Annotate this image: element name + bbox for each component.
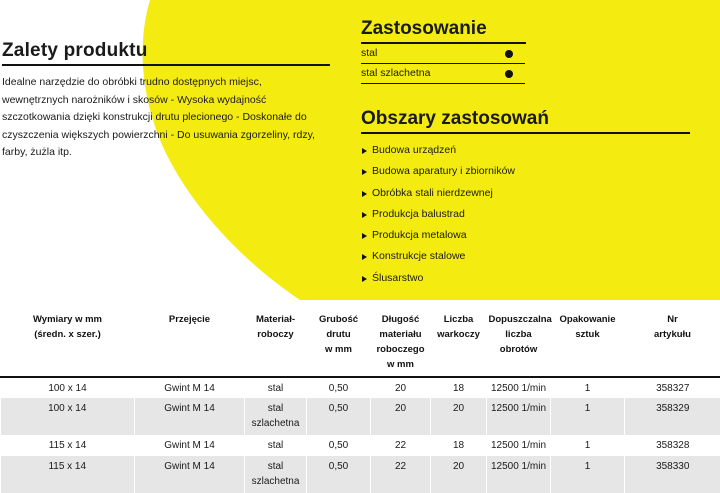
usage-row-label: stal szlachetna xyxy=(361,67,431,79)
application-areas-title: Obszary zastosowań xyxy=(361,108,690,134)
cell-pack-qty: 1 xyxy=(551,456,625,493)
cell-wire-thickness: 0,50 xyxy=(307,398,371,435)
bullet-arrow-icon xyxy=(362,191,367,197)
cell-knot-count: 20 xyxy=(431,398,487,435)
specification-table xyxy=(0,312,720,493)
advantages-title: Zalety produktu xyxy=(2,40,330,66)
list-item-label: Produkcja balustrad xyxy=(372,207,465,220)
advantages-section xyxy=(2,40,332,162)
cell-trim-length: 20 xyxy=(371,398,431,435)
column-header-mount: Przejęcie xyxy=(135,312,245,377)
list-item xyxy=(361,204,691,225)
usage-row xyxy=(361,64,525,84)
bullet-arrow-icon xyxy=(362,276,367,282)
cell-trim-length: 22 xyxy=(371,435,431,456)
specification-table-section xyxy=(0,312,720,493)
cell-article-no: 358328 xyxy=(625,435,720,456)
cell-max-rpm: 12500 1/min xyxy=(487,377,551,398)
table-row xyxy=(1,435,720,456)
cell-knot-count: 18 xyxy=(431,435,487,456)
cell-pack-qty: 1 xyxy=(551,435,625,456)
table-row xyxy=(1,456,720,493)
column-header-pack-qty: Opakowanie sztuk xyxy=(551,312,625,377)
cell-wire-thickness: 0,50 xyxy=(307,456,371,493)
list-item-label: Obróbka stali nierdzewnej xyxy=(372,186,493,199)
table-header-row xyxy=(1,312,720,377)
list-item-label: Produkcja metalowa xyxy=(372,229,467,242)
application-areas-section xyxy=(361,108,691,289)
cell-knot-count: 20 xyxy=(431,456,487,493)
list-item xyxy=(361,246,691,267)
cell-wire-thickness: 0,50 xyxy=(307,435,371,456)
list-item xyxy=(361,268,691,289)
list-item xyxy=(361,225,691,246)
cell-dimensions: 115 x 14 xyxy=(1,456,135,493)
list-item xyxy=(361,161,691,182)
column-header-trim-length: Długość materiału roboczego w mm xyxy=(371,312,431,377)
cell-article-no: 358330 xyxy=(625,456,720,493)
bullet-arrow-icon xyxy=(362,233,367,239)
applicable-dot-icon xyxy=(505,70,513,78)
column-header-max-rpm: Dopuszczalna liczba obrotów xyxy=(487,312,551,377)
advantages-text: Idealne narzędzie do obróbki trudno dostępnych miejsc, wewnętrznych narożników i skosów - Wysoka wydajność szczotkowania dzięki konstrukcji drutu plecionego - Doskonałe do czyszczenia większych powierzchni - Do usuwania zgorzeliny, rdzy, farby, żużla itp. xyxy=(2,76,315,158)
usage-section xyxy=(361,18,691,84)
list-item-label: Budowa aparatury i zbiorników xyxy=(372,165,515,178)
table-row xyxy=(1,377,720,398)
column-header-dimensions: Wymiary w mm (średn. x szer.) xyxy=(1,312,135,377)
list-item xyxy=(361,183,691,204)
cell-mount: Gwint M 14 xyxy=(135,377,245,398)
cell-max-rpm: 12500 1/min xyxy=(487,398,551,435)
bullet-arrow-icon xyxy=(362,212,367,218)
list-item-label: Budowa urządzeń xyxy=(372,144,457,156)
cell-pack-qty: 1 xyxy=(551,377,625,398)
cell-max-rpm: 12500 1/min xyxy=(487,435,551,456)
cell-material: stal xyxy=(245,377,307,398)
applicable-dot-icon xyxy=(505,50,513,58)
cell-article-no: 358329 xyxy=(625,398,720,435)
cell-dimensions: 100 x 14 xyxy=(1,377,135,398)
usage-row xyxy=(361,44,525,64)
cell-material: stal xyxy=(245,435,307,456)
bullet-arrow-icon xyxy=(362,148,367,154)
cell-dimensions: 115 x 14 xyxy=(1,435,135,456)
column-header-material: Materiał- roboczy xyxy=(245,312,307,377)
bullet-arrow-icon xyxy=(362,169,367,175)
list-item xyxy=(361,140,691,161)
cell-knot-count: 18 xyxy=(431,377,487,398)
cell-trim-length: 22 xyxy=(371,456,431,493)
usage-row-label: stal xyxy=(361,47,378,59)
cell-mount: Gwint M 14 xyxy=(135,435,245,456)
list-item-label: Konstrukcje stalowe xyxy=(372,250,466,263)
cell-mount: Gwint M 14 xyxy=(135,398,245,435)
usage-title: Zastosowanie xyxy=(361,18,526,44)
cell-material: stal szlachetna xyxy=(245,398,307,435)
column-header-wire-thickness: Grubość drutu w mm xyxy=(307,312,371,377)
list-item-label: Ślusarstwo xyxy=(372,271,424,284)
cell-material: stal szlachetna xyxy=(245,456,307,493)
application-areas-list xyxy=(361,140,691,289)
cell-dimensions: 100 x 14 xyxy=(1,398,135,435)
cell-mount: Gwint M 14 xyxy=(135,456,245,493)
cell-max-rpm: 12500 1/min xyxy=(487,456,551,493)
cell-trim-length: 20 xyxy=(371,377,431,398)
bullet-arrow-icon xyxy=(362,254,367,260)
column-header-article-no: Nr artykułu xyxy=(625,312,720,377)
cell-article-no: 358327 xyxy=(625,377,720,398)
cell-pack-qty: 1 xyxy=(551,398,625,435)
table-row xyxy=(1,398,720,435)
column-header-knot-count: Liczba warkoczy xyxy=(431,312,487,377)
cell-wire-thickness: 0,50 xyxy=(307,377,371,398)
